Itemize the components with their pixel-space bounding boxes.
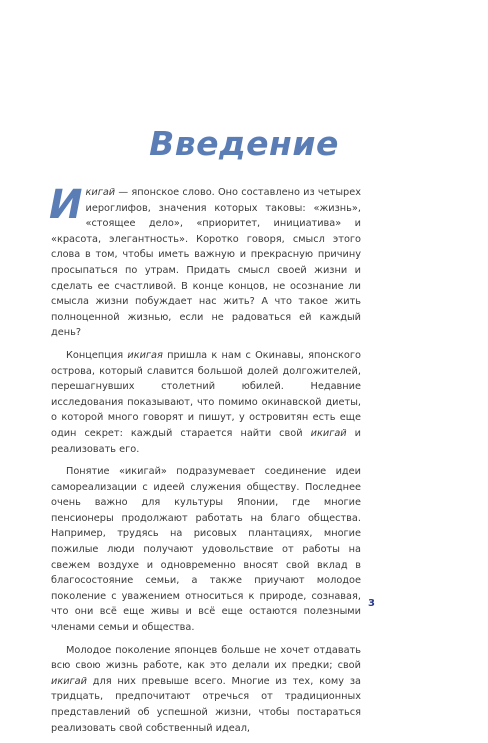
paragraph-1: [49, 182, 361, 341]
italic-term: икигай: [310, 427, 347, 439]
italic-term: икигая: [127, 349, 163, 361]
paragraph-2: [51, 348, 361, 457]
paragraph-text: Понятие «икигай» подразумевает соединение идеи самореализации с идеей служения обществу. Последнее очень важно для культуры Японии, где многие пенсионеры продолжают работать на благо общества. Например, трудясь на рисовых плантациях, многие пожилые люди получают удовольствие от работы на свежем воздухе и одновременно вносят свой вклад в благосостояние семьи, а также приучают молодое поколение с уважением относиться к природе, сознавая, что они всё еще живы и всё еще остаются полезными членами семьи и общества.: [51, 466, 361, 634]
italic-term: икигай: [51, 675, 87, 687]
paragraph-text: для них превыше всего. Многие из тех, кому за тридцать, предпочитают отречься от традиционных представлений об успешной жизни, чтобы постараться реализовать свой собственный идеал,: [51, 675, 361, 734]
chapter-body: [49, 182, 362, 743]
chapter-title: Введение: [149, 124, 339, 164]
paragraph-text: — японское слово. Оно составлено из четырех иероглифов, значения которых таковы: «жизнь», «стоящее дело», «приоритет, инициатива» и «красота, элегантность». Коротко говоря, смысл этого слова в том, чтобы иметь важную и прекрасную причину просыпаться по утрам. Придать смысл своей жизни и сделать ее счастливой. В конце концов, не осознание ли смысла жизни побуждает нас жить? А что такое жить полноценной жизнью, если не радоваться ей каждый день?: [51, 187, 361, 339]
paragraph-text: и реализовать его.: [51, 427, 362, 455]
paragraph-text: Молодое поколение японцев больше не хочет отдавать всю свою жизнь работе, как это делали их предки; свой: [51, 644, 361, 672]
page-number: 3: [368, 598, 375, 609]
paragraph-4: [51, 643, 361, 737]
paragraph-text: Концепция: [66, 349, 128, 361]
italic-term: кигай: [85, 187, 116, 198]
drop-cap: И: [49, 182, 83, 228]
paragraph-text: пришла к нам с Окинавы, японского острова, который славится большой долей долгожителей, перешагнувших столетний юбилей. Недавние исследования показывают, что помимо окинавской диеты, о которой много говорят и пишут, у островитян есть еще один секрет: каждый старается найти свой: [51, 349, 361, 439]
paragraph-3: [51, 464, 361, 636]
